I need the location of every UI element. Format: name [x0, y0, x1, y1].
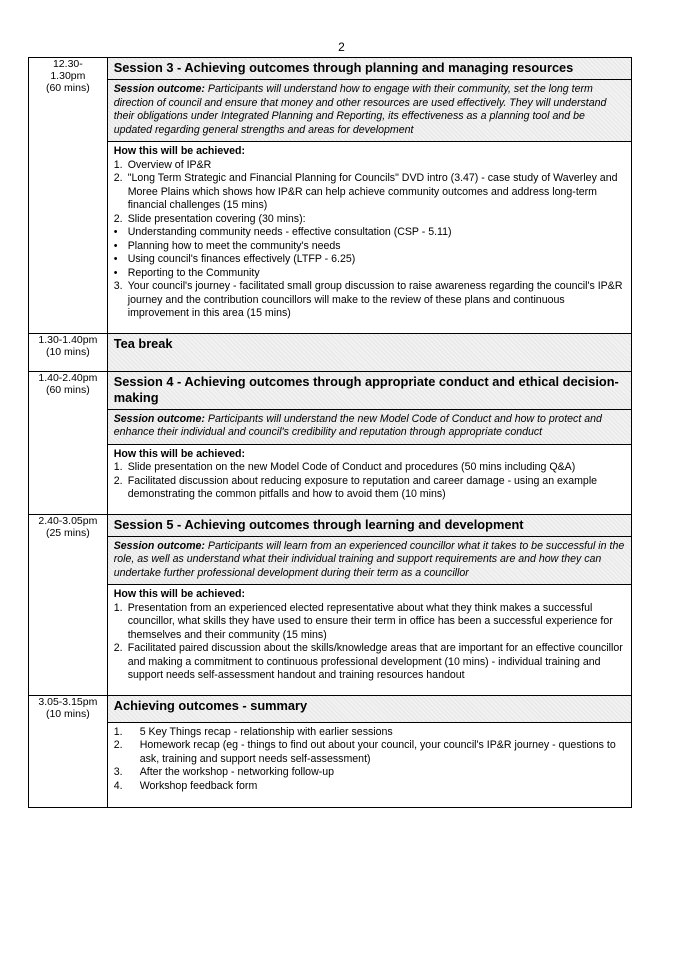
item-marker: 1. — [113, 725, 123, 738]
item-marker: 2. — [113, 172, 123, 184]
duration: (60 mins) — [45, 82, 90, 94]
duration: (10 mins) — [45, 707, 90, 720]
duration: (10 mins) — [45, 345, 90, 358]
list-item — [114, 766, 625, 780]
item-text: Reporting to the Community — [127, 266, 260, 279]
item-text: "Long Term Strategic and Financial Planning for Councils" DVD intro (3.47) - case study of Waverley and Moree Plains which shows how IP&R can help achieve community outcomes and address long-term financial challenges (15 mins) — [127, 172, 618, 211]
item-text: Facilitated discussion about reducing exposure to reputation and career damage - using an example demonstrating the common pitfalls and how to avoid them (10 mins) — [127, 474, 598, 500]
duration: (60 mins) — [45, 383, 90, 396]
item-marker: 1. — [113, 601, 123, 614]
time-cell — [29, 514, 108, 695]
spacer — [114, 321, 625, 329]
duration: (25 mins) — [45, 526, 90, 539]
item-text: Slide presentation covering (30 mins): — [127, 212, 306, 225]
item-marker: 1. — [113, 158, 123, 171]
time-range: 2.40-3.05pm — [38, 514, 98, 527]
how-achieved — [108, 141, 631, 333]
time-cell — [29, 58, 108, 334]
session-title: Achieving outcomes - summary — [108, 696, 631, 722]
time-range: 1.40-2.40pm — [38, 371, 98, 384]
item-marker: 3. — [113, 766, 123, 778]
item-marker: 3. — [113, 280, 123, 292]
list-item — [114, 602, 625, 643]
item-marker: 2. — [113, 739, 123, 751]
content-cell — [107, 514, 631, 695]
bullet-icon: • — [113, 266, 118, 279]
item-text: Facilitated paired discussion about the skills/knowledge areas that are important for an effective councillor and making a commitment to continuous professional development (10 mins) - individual training and support needs self-assessment handout and training resources handout — [127, 642, 623, 681]
item-text: Homework recap (eg - things to find out about your council, your council's IP&R journey - questions to ask, training and support needs self-assessment) — [139, 739, 616, 765]
agenda-row-session-4 — [29, 371, 632, 514]
list-item — [114, 267, 625, 281]
spacer — [114, 502, 625, 510]
bullet-icon: • — [113, 226, 118, 238]
time-range: 1.30-1.40pm — [38, 333, 98, 346]
item-marker: 4. — [113, 779, 123, 792]
list-item — [114, 240, 625, 254]
item-text: Presentation from an experienced elected representative about what they think makes a successful councillor, what skills they have used to ensure their term in office has been a successful experience for themselves and their community (15 mins) — [127, 601, 613, 641]
outcome-text: Participants will learn from an experienced councillor what it takes to be successful in the role, as well as understand what their individual training and support requirements are and how they can undertake further professional development during their term as a councillor — [113, 539, 625, 579]
item-marker: 2. — [113, 212, 123, 225]
session-outcome — [108, 79, 631, 141]
list-item — [114, 739, 625, 766]
bullet-icon: • — [113, 253, 118, 265]
how-achieved — [108, 584, 631, 695]
page-number: 2 — [338, 40, 345, 54]
item-marker: 1. — [113, 461, 123, 473]
list-item — [114, 780, 625, 794]
list-item — [114, 172, 625, 213]
item-text: Your council's journey - facilitated small group discussion to raise awareness regarding the council's IP&R journey and the contribution councillors will make to the review of these plans and continuous improvement in this area (15 mins) — [127, 280, 623, 319]
item-text: Overview of IP&R — [127, 158, 212, 171]
summary-list — [108, 722, 631, 808]
item-text: Planning how to meet the community's needs — [127, 239, 341, 252]
time-cell — [29, 371, 108, 514]
item-marker: 2. — [113, 474, 123, 487]
list-item — [114, 475, 625, 502]
session-outcome — [108, 536, 631, 585]
item-text: 5 Key Things recap - relationship with earlier sessions — [139, 725, 393, 738]
item-text: Understanding community needs - effective consultation (CSP - 5.11) — [127, 226, 452, 238]
spacer — [114, 793, 625, 803]
item-text: Using council's finances effectively (LTFP - 6.25) — [127, 253, 356, 265]
how-achieved — [108, 444, 631, 514]
list-item — [114, 461, 625, 475]
session-outcome — [108, 409, 631, 444]
bullet-icon: • — [113, 239, 118, 252]
item-text: Workshop feedback form — [139, 779, 258, 792]
time-end: 1.30pm — [50, 70, 86, 82]
session-title: Session 3 - Achieving outcomes through planning and managing resources — [108, 58, 631, 79]
item-text: After the workshop - networking follow-up — [139, 766, 335, 778]
list-item — [114, 253, 625, 267]
time-cell — [29, 333, 108, 371]
time-start: 12.30- — [52, 58, 83, 70]
time-cell — [29, 695, 108, 808]
content-cell — [107, 58, 631, 334]
item-marker: 2. — [113, 642, 123, 654]
session-title: Session 4 - Achieving outcomes through appropriate conduct and ethical decision-making — [108, 372, 631, 409]
agenda-row-tea-break — [29, 333, 632, 371]
list-item — [114, 280, 625, 321]
content-cell — [107, 695, 631, 808]
agenda-row-session-3 — [29, 58, 632, 334]
outcome-label: Session outcome: — [113, 539, 205, 552]
outcome-label: Session outcome: — [113, 83, 205, 95]
outcome-text: Participants will understand how to engage with their community, set the long term direction of council and ensure that money and other resources are used effectively. They will understand their obligations under Integrated Planning and Reporting, its effectiveness as a planning tool and be updated regarding general strengths and areas for development — [113, 83, 607, 136]
outcome-text: Participants will understand the new Model Code of Conduct and how to protect and enhance their individual and council's credibility and reputation through appropriate conduct — [113, 412, 602, 438]
content-cell — [107, 333, 631, 371]
list-item — [114, 642, 625, 683]
list-item — [114, 159, 625, 173]
outcome-label: Session outcome: — [113, 412, 205, 425]
how-label: How this will be achieved: — [113, 447, 245, 460]
how-label: How this will be achieved: — [113, 145, 245, 157]
spacer — [114, 683, 625, 691]
item-text: Slide presentation on the new Model Code of Conduct and procedures (50 mins including Q&A) — [127, 461, 576, 473]
session-title: Session 5 - Achieving outcomes through learning and development — [108, 515, 631, 536]
list-item — [114, 726, 625, 740]
session-title: Tea break — [113, 335, 173, 351]
agenda-row-summary — [29, 695, 632, 808]
agenda-row-session-5 — [29, 514, 632, 695]
list-item — [114, 213, 625, 227]
list-item — [114, 226, 625, 240]
time-range: 3.05-3.15pm — [38, 695, 98, 708]
agenda-table — [28, 57, 632, 808]
content-cell — [107, 371, 631, 514]
how-label: How this will be achieved: — [113, 588, 245, 600]
